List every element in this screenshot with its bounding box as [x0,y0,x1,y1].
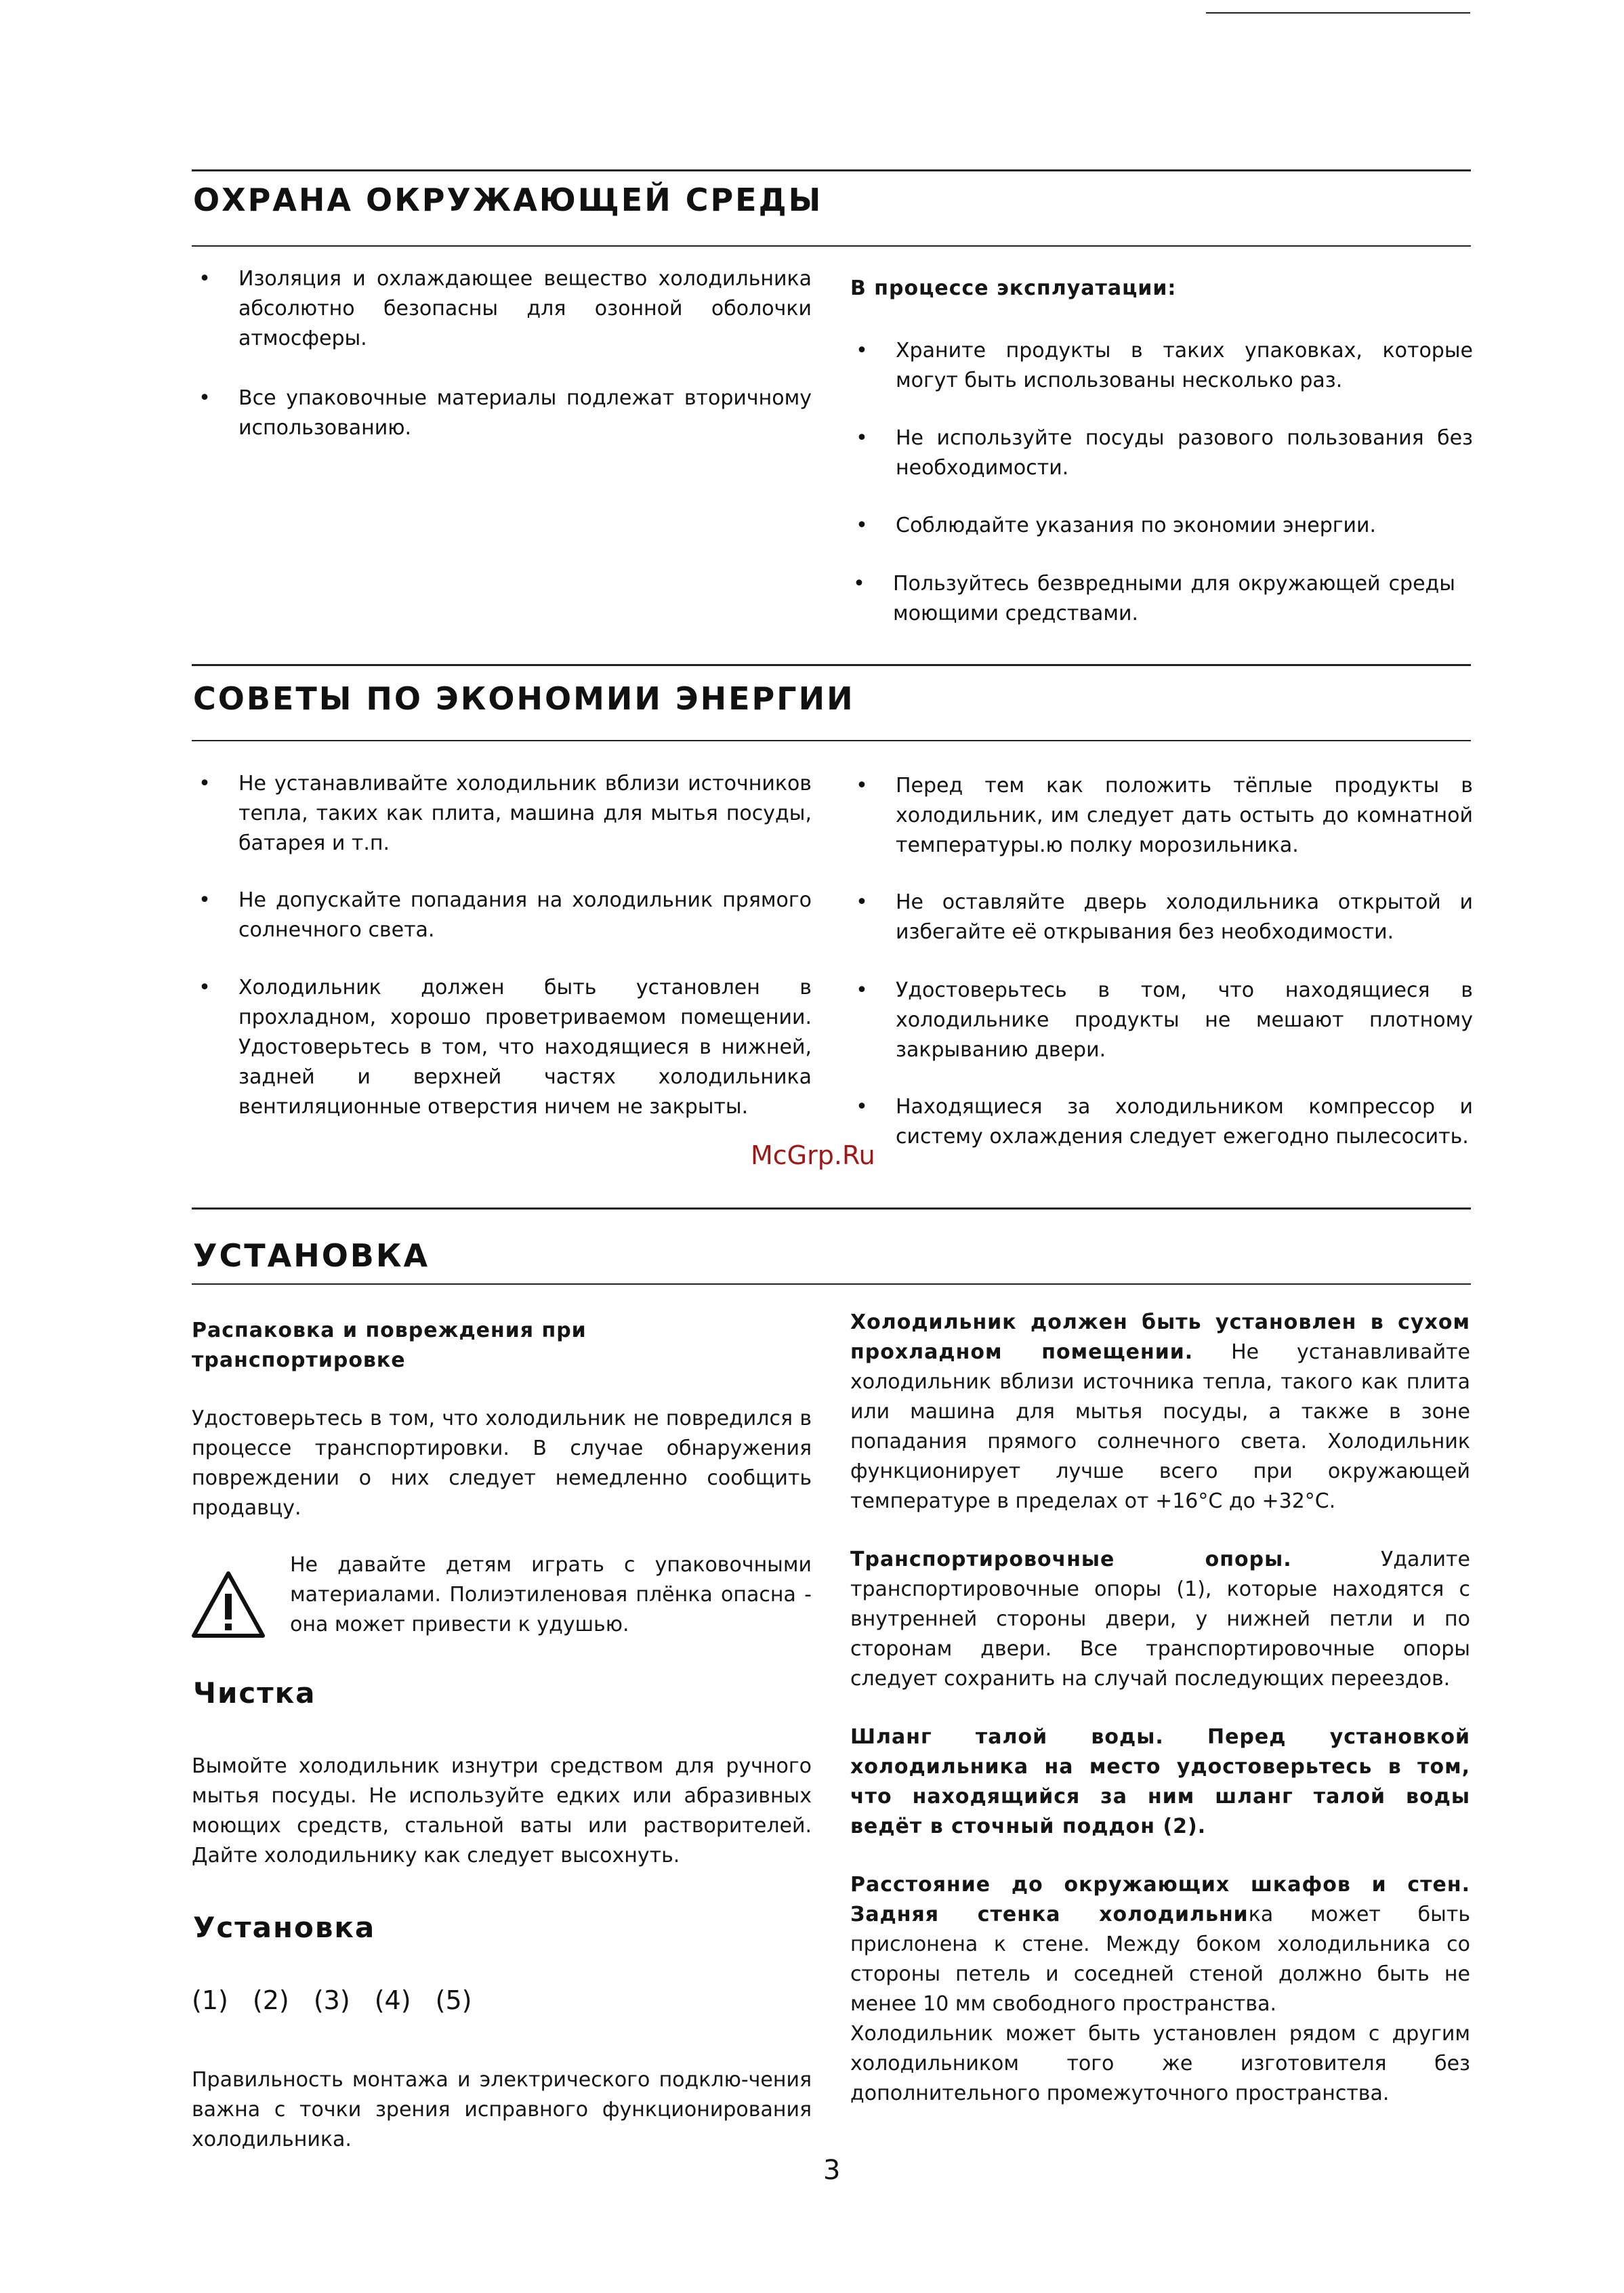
install-clearance: Расстояние до окружающих шкафов и стен. Задняя стенка холодильника может быть прислонена к стене. Между боком холодильника со стороны петель и соседней стеной должно быть не менее 10 мм свободного пространства. [850,1873,1470,2016]
install-side-by-side: Холодильник может быть установлен рядом с другим холодильником того же изготовителя без дополнительного промежуточного пространства. [850,2022,1470,2105]
list-item: • Не допускайте попадания на холодильник прямого солнечного света. [238,886,812,945]
list-item: • Соблюдайте указания по экономии энергии. [896,511,1473,541]
warning-text: Не давайте детям играть с упаковочными материалами. Полиэтиленовая плёнка опасна - она может привести к удушью. [290,1553,812,1636]
corner-rule [1206,12,1470,14]
list-item: • Перед тем как положить тёплые продукты в холодильник, им следует дать остыть до комнатной температуры.ю полку морозильника. [896,771,1473,861]
list-item: • Не устанавливайте холодильник вблизи источников тепла, таких как плита, машина для мытья посуды, батарея и т.п. [238,769,812,859]
list-item: • Удостоверьтесь в том, что находящиеся в холодильнике продукты не мешают плотному закрыванию двери. [896,976,1473,1065]
operation-heading: В процессе эксплуатации: [850,276,1177,300]
warning-icon [191,1571,266,1638]
bullet-icon: • [856,774,868,798]
bullet-icon: • [856,978,868,1002]
list-item: • Изоляция и охлаждающее вещество холодильника абсолютно безопасны для озонной оболочки атмосферы. [238,264,812,354]
clean-text: Вымойте холодильник изнутри средством для ручного мытья посуды. Не используйте едких или абразивных моющих средств, стальной ваты или растворителей. Дайте холодильнику как следует высохнуть. [192,1754,812,1867]
install-transport-supports: Транспортировочные опоры. Удалите транспортировочные опоры (1), которые находятся с внутренней стороны двери, у нижней петли и по сторонам двери. Все транспортировочные опоры следует сохранить на случай последующих переездов. [850,1548,1470,1691]
section-rule-top [192,169,1471,171]
bullet-icon: • [856,1095,868,1119]
bullet-icon: • [199,976,211,999]
section-rule-top [192,1207,1471,1210]
list-item: • Храните продукты в таких упаковках, которые могут быть использованы несколько раз. [896,336,1473,396]
bullet-icon: • [856,890,868,914]
bullet-icon: • [199,888,211,912]
section-rule-bottom [192,245,1471,247]
bullet-icon: • [199,772,211,796]
install-dry-room: Холодильник должен быть установлен в сухом прохладном помещении. Не устанавливайте холодильник вблизи источника тепла, такого как плита или машина для мытья посуды, а также в зоне попадания прямого солнечного света. Холодильник функционирует лучше всего при окружающей температуре в пределах от +16°С до +32°С. [850,1310,1470,1513]
section-title-install: УСТАНОВКА [193,1237,430,1274]
list-item: • Холодильник должен быть установлен в прохладном, хорошо проветриваемом помещении. Удостоверьтесь в том, что находящиеся в нижней, задней и верхней частях холодильника вентиляционные отверстия ничем не закрыты. [238,973,812,1122]
watermark: McGrp.Ru [751,1140,875,1170]
figure-references: (1) (2) (3) (4) (5) [192,1985,472,2015]
list-item: • Все упаковочные материалы подлежат вторичному использованию. [238,384,812,443]
bullet-icon: • [856,339,868,363]
unpack-heading: Распаковка и повреждения при транспортировке [192,1319,587,1372]
section-title-energy: СОВЕТЫ ПО ЭКОНОМИИ ЭНЕРГИИ [193,680,855,717]
bullet-icon: • [199,386,211,410]
section-rule-top [192,664,1471,666]
bullet-icon: • [853,572,865,596]
bullet-icon: • [199,267,211,291]
install-drain-hose: Шланг талой воды. Перед установкой холодильника на место удостоверьтесь в том, что находящийся за ним шланг талой воды ведёт в сточный поддон (2). [850,1725,1470,1838]
list-item: • Не используйте посуды разового пользования без необходимости. [896,424,1473,483]
clean-heading: Чистка [193,1676,316,1710]
section-rule-bottom [192,740,1471,741]
section-title-environment: ОХРАНА ОКРУЖАЮЩЕЙ СРЕДЫ [193,182,823,218]
setup-heading: Установка [193,1911,376,1944]
bullet-icon: • [856,514,868,537]
list-item: • Не оставляйте дверь холодильника открытой и избегайте её открывания без необходимости. [896,888,1473,947]
section-rule-bottom [192,1283,1471,1285]
unpack-text: Удостоверьтесь в том, что холодильник не повредился в процессе транспортировки. В случае обнаружения повреждении о них следует немедленно сообщить продавцу. [192,1407,812,1520]
setup-text: Правильность монтажа и электрического подклю-чения важна с точки зрения исправного функционирования холодильника. [192,2068,812,2151]
page-number: 3 [823,2155,841,2186]
bullet-icon: • [856,426,868,450]
list-item: • Находящиеся за холодильником компрессор и систему охлаждения следует ежегодно пылесосить. [896,1092,1473,1152]
list-item: • Пользуйтесь безвредными для окружающей среды моющими средствами. [893,569,1455,629]
